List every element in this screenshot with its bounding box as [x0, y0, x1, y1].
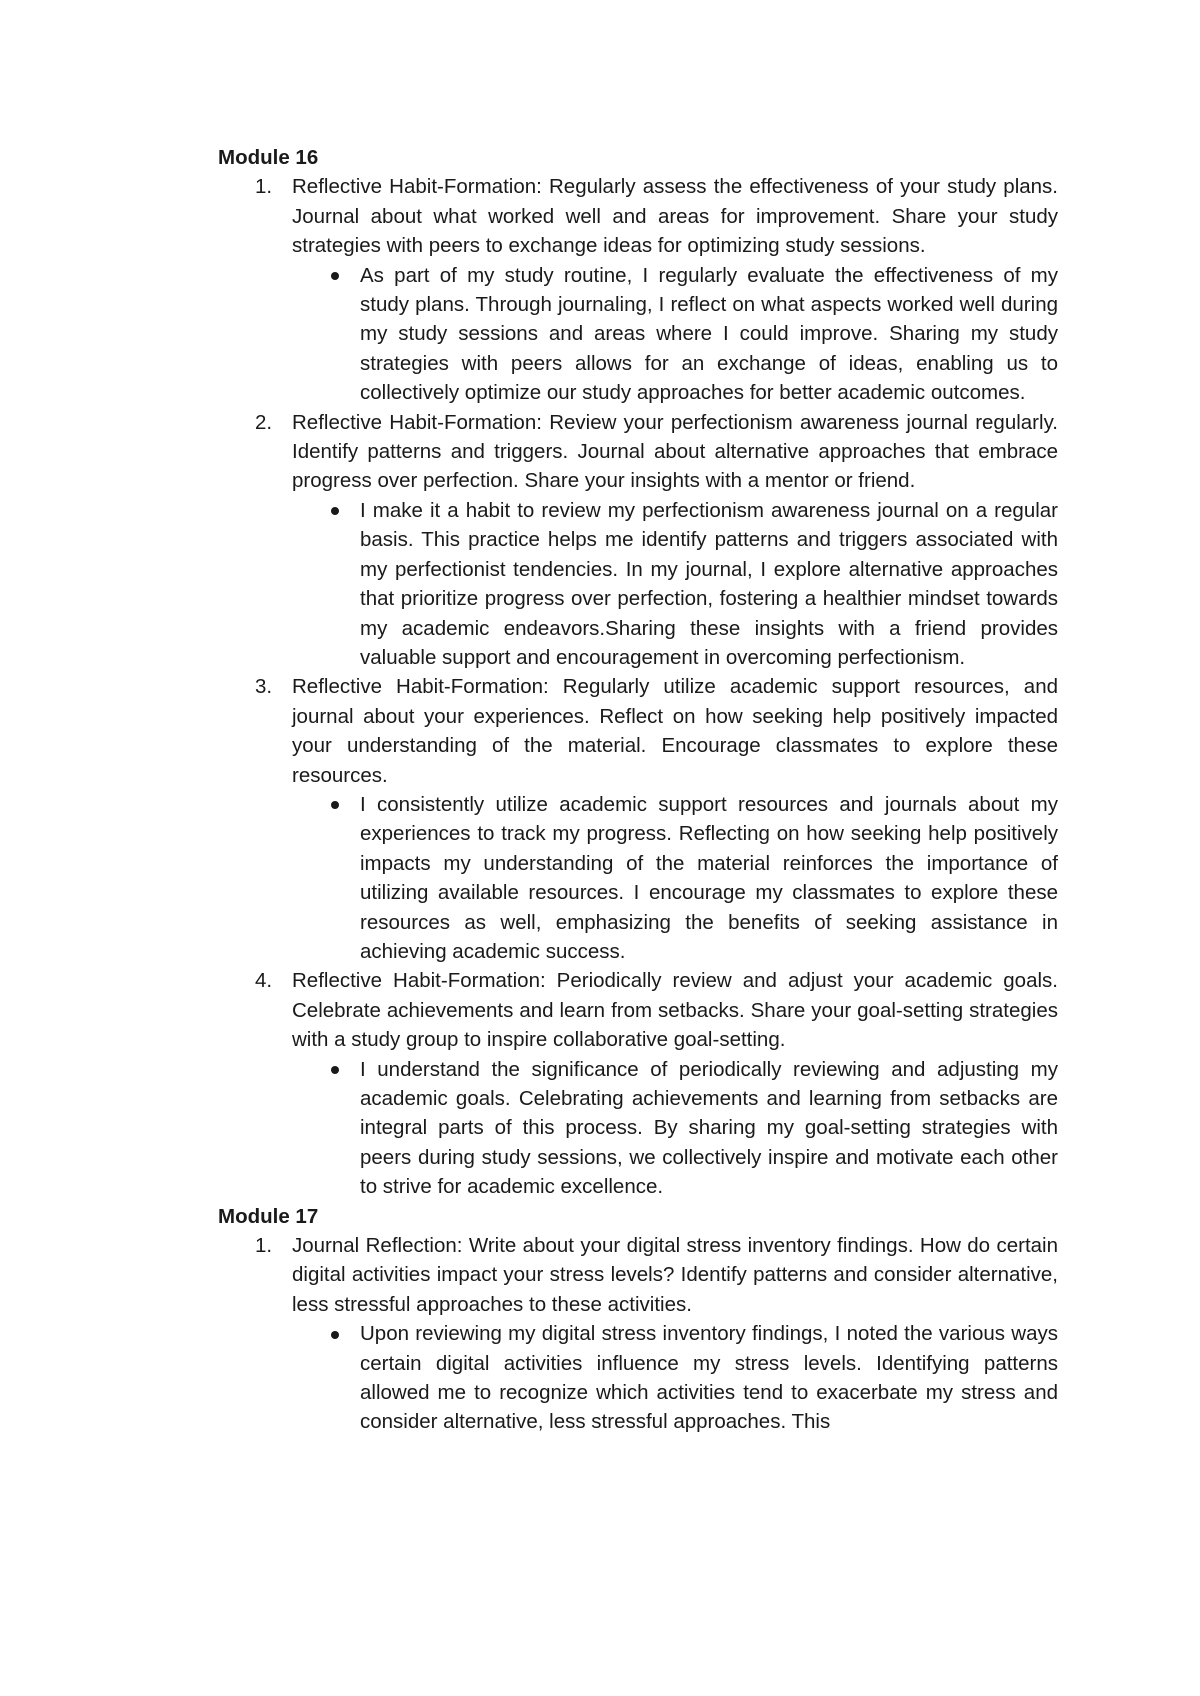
item-number: 4. [255, 969, 273, 993]
list-item [218, 408, 1058, 673]
bullet-icon [331, 1066, 339, 1074]
item-number: 1. [255, 1234, 273, 1258]
response-list [292, 1055, 1058, 1202]
item-prompt: Reflective Habit-Formation: Regularly assess the effectiveness of your study plans. Journal about what worked well and areas for improvement. Share your study strategies with peers to exchange ideas for optimizing study sessions. [292, 175, 1058, 258]
list-item [218, 672, 1058, 966]
item-prompt: Reflective Habit-Formation: Periodically review and adjust your academic goals. Celebrate achievements and learn from setbacks. Share your goal-setting strategies with a study group to inspire collaborative goal-setting. [292, 969, 1058, 1052]
response-item [218, 261, 1058, 408]
bullet-icon [331, 801, 339, 809]
response-text: Upon reviewing my digital stress inventory findings, I noted the various ways certain digital activities influence my stress levels. Identifying patterns allowed me to recognize which activities tend to exacerbate my stress and consider alternative, less stressful approaches. This [360, 1322, 1058, 1434]
response-text: I make it a habit to review my perfectionism awareness journal on a regular basis. This practice helps me identify patterns and triggers associated with my perfectionist tendencies. In my journal, I explore alternative approaches that prioritize progress over perfection, fostering a healthier mindset towards my academic endeavors.Sharing these insights with a friend provides valuable support and encouragement in overcoming perfectionism. [360, 498, 1058, 669]
list-item [218, 172, 1058, 407]
list-item [218, 1231, 1058, 1437]
response-text: I consistently utilize academic support resources and journals about my experiences to track my progress. Reflecting on how seeking help positively impacts my understanding of the material reinforces the importance of utilizing available resources. I encourage my classmates to explore these resources as well, emphasizing the benefits of seeking assistance in achieving academic success. [360, 792, 1058, 963]
bullet-icon [331, 272, 339, 280]
item-number: 1. [255, 175, 273, 199]
response-text: As part of my study routine, I regularly evaluate the effectiveness of my study plans. Through journaling, I reflect on what aspects worked well during my study sessions and areas where I could improve. Sharing my study strategies with peers allows for an exchange of ideas, enabling us to collectively optimize our study approaches for better academic outcomes. [360, 263, 1058, 405]
module-heading: Module 17 [218, 1204, 319, 1228]
item-prompt: Reflective Habit-Formation: Review your perfectionism awareness journal regularly. Identify patterns and triggers. Journal about alternative approaches that embrace progress over perfection. Share your insights with a mentor or friend. [292, 410, 1058, 493]
bullet-icon [331, 1331, 339, 1339]
response-item [218, 496, 1058, 672]
response-list [292, 261, 1058, 408]
response-list [292, 496, 1058, 672]
module-16-list [218, 172, 1058, 1201]
item-number: 2. [255, 410, 273, 434]
response-text: I understand the significance of periodically reviewing and adjusting my academic goals. Celebrating achievements and learning from setbacks are integral parts of this process. By sharing my goal-setting strategies with peers during study sessions, we collectively inspire and motivate each other to strive for academic excellence. [360, 1057, 1058, 1199]
item-prompt: Reflective Habit-Formation: Regularly utilize academic support resources, and journal about your experiences. Reflect on how seeking help positively impacted your understanding of the material. Encourage classmates to explore these resources. [292, 675, 1058, 787]
response-list [292, 790, 1058, 966]
item-prompt: Journal Reflection: Write about your digital stress inventory findings. How do certain digital activities impact your stress levels? Identify patterns and consider alternative, less stressful approaches to these activities. [292, 1234, 1058, 1316]
bullet-icon [331, 507, 339, 515]
list-item [218, 966, 1058, 1201]
document-body [218, 143, 1058, 1437]
module-heading: Module 16 [218, 146, 319, 169]
response-item [218, 1319, 1058, 1437]
item-number: 3. [255, 675, 273, 699]
module-17-list [218, 1231, 1058, 1437]
response-list [292, 1319, 1058, 1437]
response-item [218, 790, 1058, 966]
response-item [218, 1055, 1058, 1202]
